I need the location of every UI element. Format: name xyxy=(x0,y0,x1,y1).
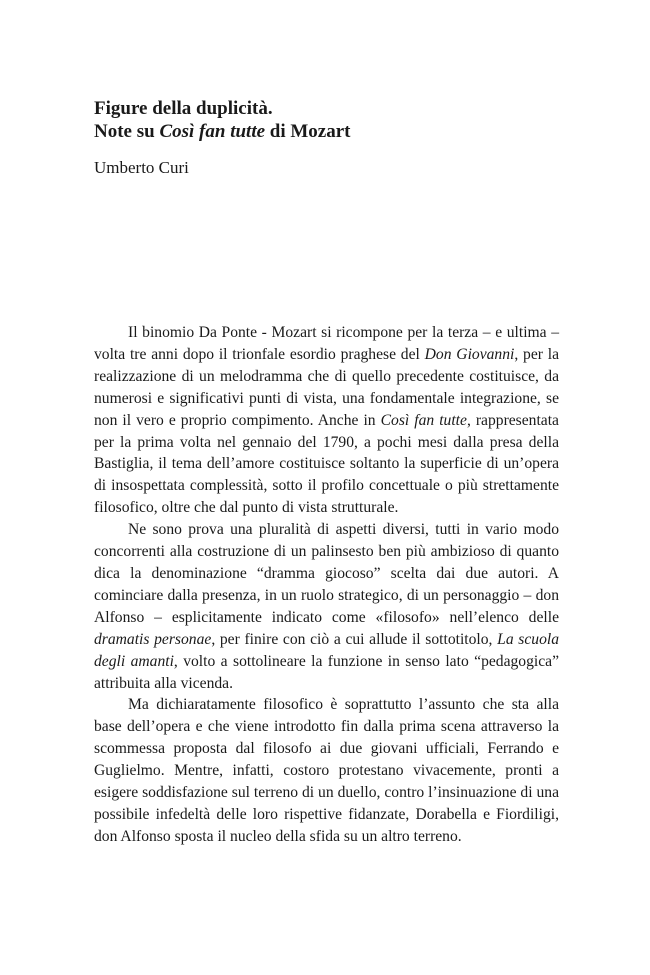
paragraph-1-segment-3: , per la realizzazione di un melodramma che di quello precedente costituisce, da numerosi e significativi punti di vista, una fondamentale integrazione, se non il vero e proprio compimento. Anche in xyxy=(94,345,559,429)
title-line-1: Figure della duplicità. xyxy=(94,98,273,119)
paragraph-2-segment-2: dramatis personae xyxy=(94,630,212,648)
paragraph-2-segment-4: La scuola degli amanti xyxy=(94,630,560,670)
paragraph-2 xyxy=(94,519,559,694)
body-text xyxy=(94,322,559,848)
title-line-2-prefix: Note su xyxy=(94,121,160,142)
paragraph-1-segment-4: Così fan tutte xyxy=(380,411,467,429)
paragraph-1-segment-1: Il binomio Da Ponte - Mozart si ricompone per la terza – e ultima – volta tre anni dopo il trionfale esordio praghese del xyxy=(94,324,559,363)
paragraph-1-segment-5: , rappresentata per la prima volta nel gennaio del 1790, a pochi mesi dalla presa della Bastiglia, il tema dell’amore costituisce soltanto la superficie di un’opera di insospettata complessità, sotto il profilo concettuale o più strettamente filosofico, oltre che dal punto di vista strutturale. xyxy=(94,411,559,517)
paragraph-3 xyxy=(94,694,559,847)
title-line-2-suffix: di Mozart xyxy=(265,121,351,142)
paragraph-1-segment-2: Don Giovanni xyxy=(424,345,515,363)
title-line-2 xyxy=(94,120,559,143)
paragraph-2-segment-3: , per finire con ciò a cui allude il sottotitolo, xyxy=(211,630,498,648)
author-name: Umberto Curi xyxy=(94,158,189,177)
paragraph-2-segment-1: Ne sono prova una pluralità di aspetti diversi, tutti in vario modo concorrenti alla costruzione di un palinsesto ben più ambizioso di quanto dica la denominazione “dramma giocoso” scelta dai due autori. A cominciare dalla presenza, in un ruolo strategico, di un personaggio – don Alfonso – esplicitamente indicato come «filosofo» nell’elenco delle xyxy=(94,521,559,626)
paragraph-3-segment-1: Ma dichiaratamente filosofico è soprattutto l’assunto che sta alla base dell’opera e che viene introdotto fin dalla prima scena attraverso la scommessa proposta dal filosofo ai due giovani ufficiali, Ferrando e Guglielmo. Mentre, infatti, costoro protestano vivacemente, pronti a esigere soddisfazione sul terreno di un duello, contro l’insinuazione di una possibile infedeltà delle loro rispettive fidanzate, Dorabella e Fiordiligi, don Alfonso sposta il nucleo della sfida su un altro terreno. xyxy=(94,696,559,845)
title-work-italic: Così fan tutte xyxy=(159,121,266,142)
paragraph-1 xyxy=(94,322,559,519)
article-title xyxy=(94,97,559,143)
paragraph-2-segment-5: , volto a sottolineare la funzione in senso lato “pedagogica” attribuita alla vicenda. xyxy=(94,652,559,692)
